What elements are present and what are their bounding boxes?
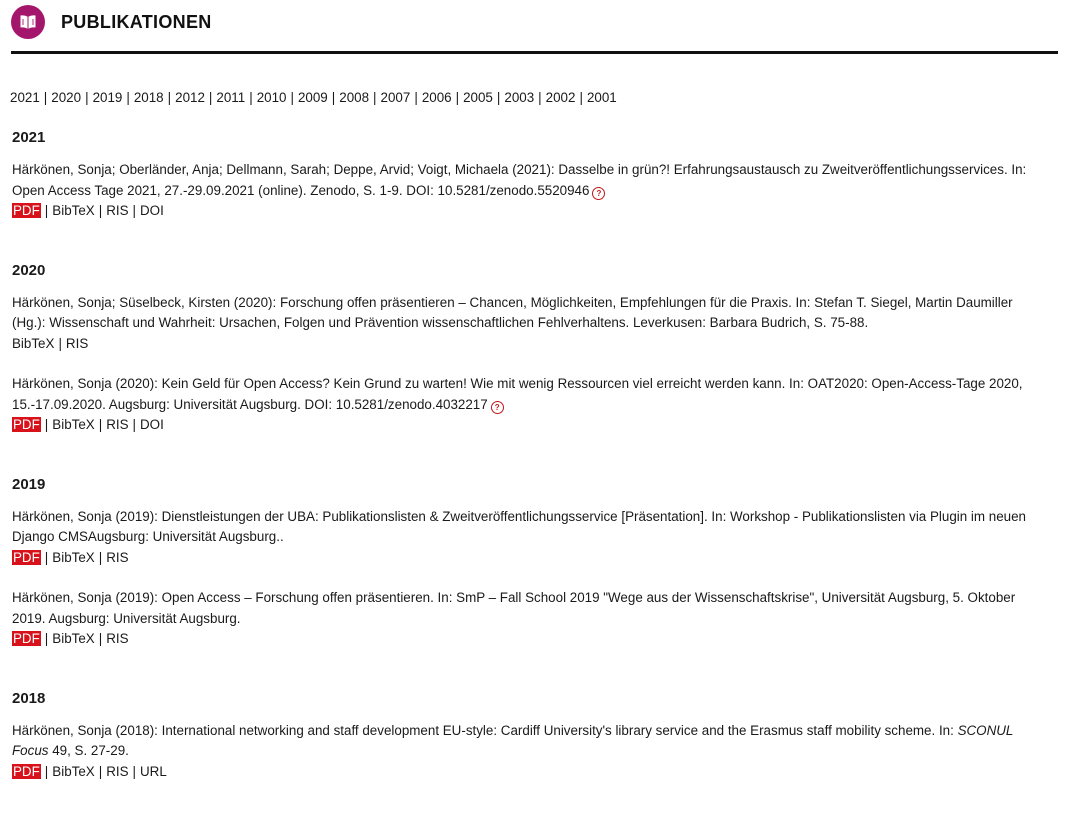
bibtex-link[interactable]: BibTeX <box>52 417 95 432</box>
pdf-link[interactable]: PDF <box>13 549 40 565</box>
entry-links <box>12 415 1042 436</box>
publication-entry <box>12 293 1042 355</box>
citation-text: 49, S. 27-29. <box>48 743 129 758</box>
entry-links <box>12 334 1042 355</box>
publication-entry <box>12 721 1042 783</box>
separator: | <box>455 90 460 105</box>
separator: | <box>43 90 48 105</box>
citation-text: Härkönen, Sonja (2020): Kein Geld für Open Access? Kein Grund zu warten! Wie mit wenig Ressourcen viel erreicht werden kann. In: OAT2020: Open-Access-Tage 2020, 15.-17.09.2020. Augsburg: Universität Augsburg. DOI: 10.5281/zenodo.4032217 <box>12 376 1023 412</box>
year-nav-link-2020[interactable]: 2020 <box>51 90 82 105</box>
pdf-link[interactable]: PDF <box>13 763 40 779</box>
separator: | <box>126 90 130 105</box>
year-nav-link-2005[interactable]: 2005 <box>463 90 493 105</box>
separator: | <box>98 549 103 565</box>
year-heading: 2018 <box>12 689 46 707</box>
separator: | <box>44 417 49 432</box>
publication-entry <box>12 588 1042 650</box>
year-nav-link-2019[interactable]: 2019 <box>92 90 123 105</box>
separator: | <box>98 631 103 646</box>
year-nav-link-2007[interactable]: 2007 <box>380 90 411 105</box>
bibtex-link[interactable]: BibTeX <box>52 549 95 565</box>
ris-link[interactable]: RIS <box>106 549 129 565</box>
pdf-link[interactable]: PDF <box>13 631 40 646</box>
year-section-2020 <box>12 261 1042 436</box>
year-nav-link-2021[interactable]: 2021 <box>10 90 40 105</box>
url-link[interactable]: URL <box>140 763 167 779</box>
year-nav-link-2002[interactable]: 2002 <box>545 90 576 105</box>
year-heading: 2020 <box>12 261 46 279</box>
separator: | <box>579 90 583 105</box>
year-nav-link-2011[interactable]: 2011 <box>216 90 246 105</box>
bibtex-link[interactable]: BibTeX <box>52 763 95 779</box>
separator: | <box>414 90 418 105</box>
separator: | <box>44 203 49 218</box>
bibtex-link[interactable]: BibTeX <box>12 335 55 351</box>
year-heading: 2019 <box>12 475 46 493</box>
year-nav-link-2008[interactable]: 2008 <box>339 90 370 105</box>
separator: | <box>496 90 501 105</box>
bibtex-link[interactable]: BibTeX <box>52 631 95 646</box>
ris-link[interactable]: RIS <box>106 631 129 646</box>
doi-link[interactable]: DOI <box>140 417 164 432</box>
entry-links <box>12 762 1042 783</box>
ris-link[interactable]: RIS <box>65 335 89 351</box>
year-nav-link-2012[interactable]: 2012 <box>175 90 205 105</box>
citation <box>12 160 1042 201</box>
citation <box>12 293 1042 334</box>
year-navigation <box>10 90 617 105</box>
separator: | <box>98 763 103 779</box>
year-nav-link-2010[interactable]: 2010 <box>256 90 287 105</box>
ris-link[interactable]: RIS <box>106 763 129 779</box>
publication-entry <box>12 160 1042 222</box>
separator: | <box>132 417 137 432</box>
separator: | <box>290 90 294 105</box>
publication-list <box>12 128 1042 821</box>
doi-link[interactable]: DOI <box>140 203 164 218</box>
doi-info-icon[interactable]: ? <box>592 187 605 200</box>
citation-text: Härkönen, Sonja (2019): Dienstleistungen der UBA: Publikationslisten & Zweitveröffentlichungsservice [Präsentation]. In: Workshop - Publikationslisten via Plugin im neuen Django CMSAugsburg: Universität Augsburg.. <box>12 508 1027 544</box>
ris-link[interactable]: RIS <box>106 417 129 432</box>
separator: | <box>167 90 172 105</box>
separator: | <box>208 90 213 105</box>
year-nav-link-2018[interactable]: 2018 <box>133 90 164 105</box>
year-heading: 2021 <box>12 129 46 146</box>
year-section-2021 <box>12 128 1042 222</box>
publication-entry <box>12 507 1042 569</box>
separator: | <box>98 203 103 218</box>
separator: | <box>538 90 542 105</box>
citation <box>12 588 1042 629</box>
citation-text: Härkönen, Sonja (2019): Open Access – Forschung offen präsentieren. In: SmP – Fall School 2019 "Wege aus der Wissenschaftskrise", Universität Augsburg, 5. Oktober 2019. Augsburg: Universität Augsburg. <box>12 590 1016 626</box>
year-nav-link-2003[interactable]: 2003 <box>504 90 535 105</box>
year-section-2019 <box>12 475 1042 650</box>
citation-text: Härkönen, Sonja (2018): International networking and staff development EU-style: Cardiff University's library service and the Erasmus staff mobility scheme. In: <box>12 722 958 738</box>
page-header <box>11 5 1058 54</box>
citation <box>12 374 1042 415</box>
page-title: PUBLIKATIONEN <box>61 12 212 32</box>
entry-links <box>12 548 1042 569</box>
citation-text: Härkönen, Sonja; Oberländer, Anja; Dellmann, Sarah; Deppe, Arvid; Voigt, Michaela (2021): Dasselbe in grün?! Erfahrungsaustausch zu Zweitveröffentlichungsservices. In: Open Access Tage 2021, 27.-29.09.2021 (online). Zenodo, S. 1-9. DOI: 10.5281/zenodo.5520946 <box>12 162 1027 198</box>
separator: | <box>44 763 49 779</box>
year-nav-link-2006[interactable]: 2006 <box>421 90 452 105</box>
year-nav-link-2001[interactable]: 2001 <box>586 90 617 105</box>
citation <box>12 507 1042 548</box>
doi-info-icon[interactable]: ? <box>491 401 504 414</box>
separator: | <box>331 90 336 105</box>
ris-link[interactable]: RIS <box>106 203 129 218</box>
separator: | <box>132 763 137 779</box>
separator: | <box>85 90 89 105</box>
separator: | <box>44 549 49 565</box>
separator: | <box>132 203 137 218</box>
year-section-2018 <box>12 689 1042 783</box>
citation-text: Härkönen, Sonja; Süselbeck, Kirsten (2020): Forschung offen präsentieren – Chancen, Möglichkeiten, Empfehlungen für die Praxis. In: Stefan T. Siegel, Martin Daumiller (Hg.): Wissenschaft und Wahrheit: Ursachen, Folgen und Prävention wissenschaftlichen Fehlverhaltens. Leverkusen: Barbara Budrich, S. 75-88. <box>12 294 1013 330</box>
entry-links <box>12 201 1042 222</box>
citation <box>12 721 1042 762</box>
separator: | <box>249 90 253 105</box>
pdf-link[interactable]: PDF <box>13 203 40 218</box>
bibtex-link[interactable]: BibTeX <box>52 203 95 218</box>
publication-entry <box>12 374 1042 436</box>
separator: | <box>44 631 49 646</box>
separator: | <box>373 90 377 105</box>
journal-title: SCONUL Focus <box>12 722 1014 758</box>
separator: | <box>58 335 62 351</box>
separator: | <box>98 417 103 432</box>
year-nav-link-2009[interactable]: 2009 <box>297 90 328 105</box>
book-icon <box>11 5 45 39</box>
pdf-link[interactable]: PDF <box>13 417 40 432</box>
entry-links <box>12 629 1042 650</box>
